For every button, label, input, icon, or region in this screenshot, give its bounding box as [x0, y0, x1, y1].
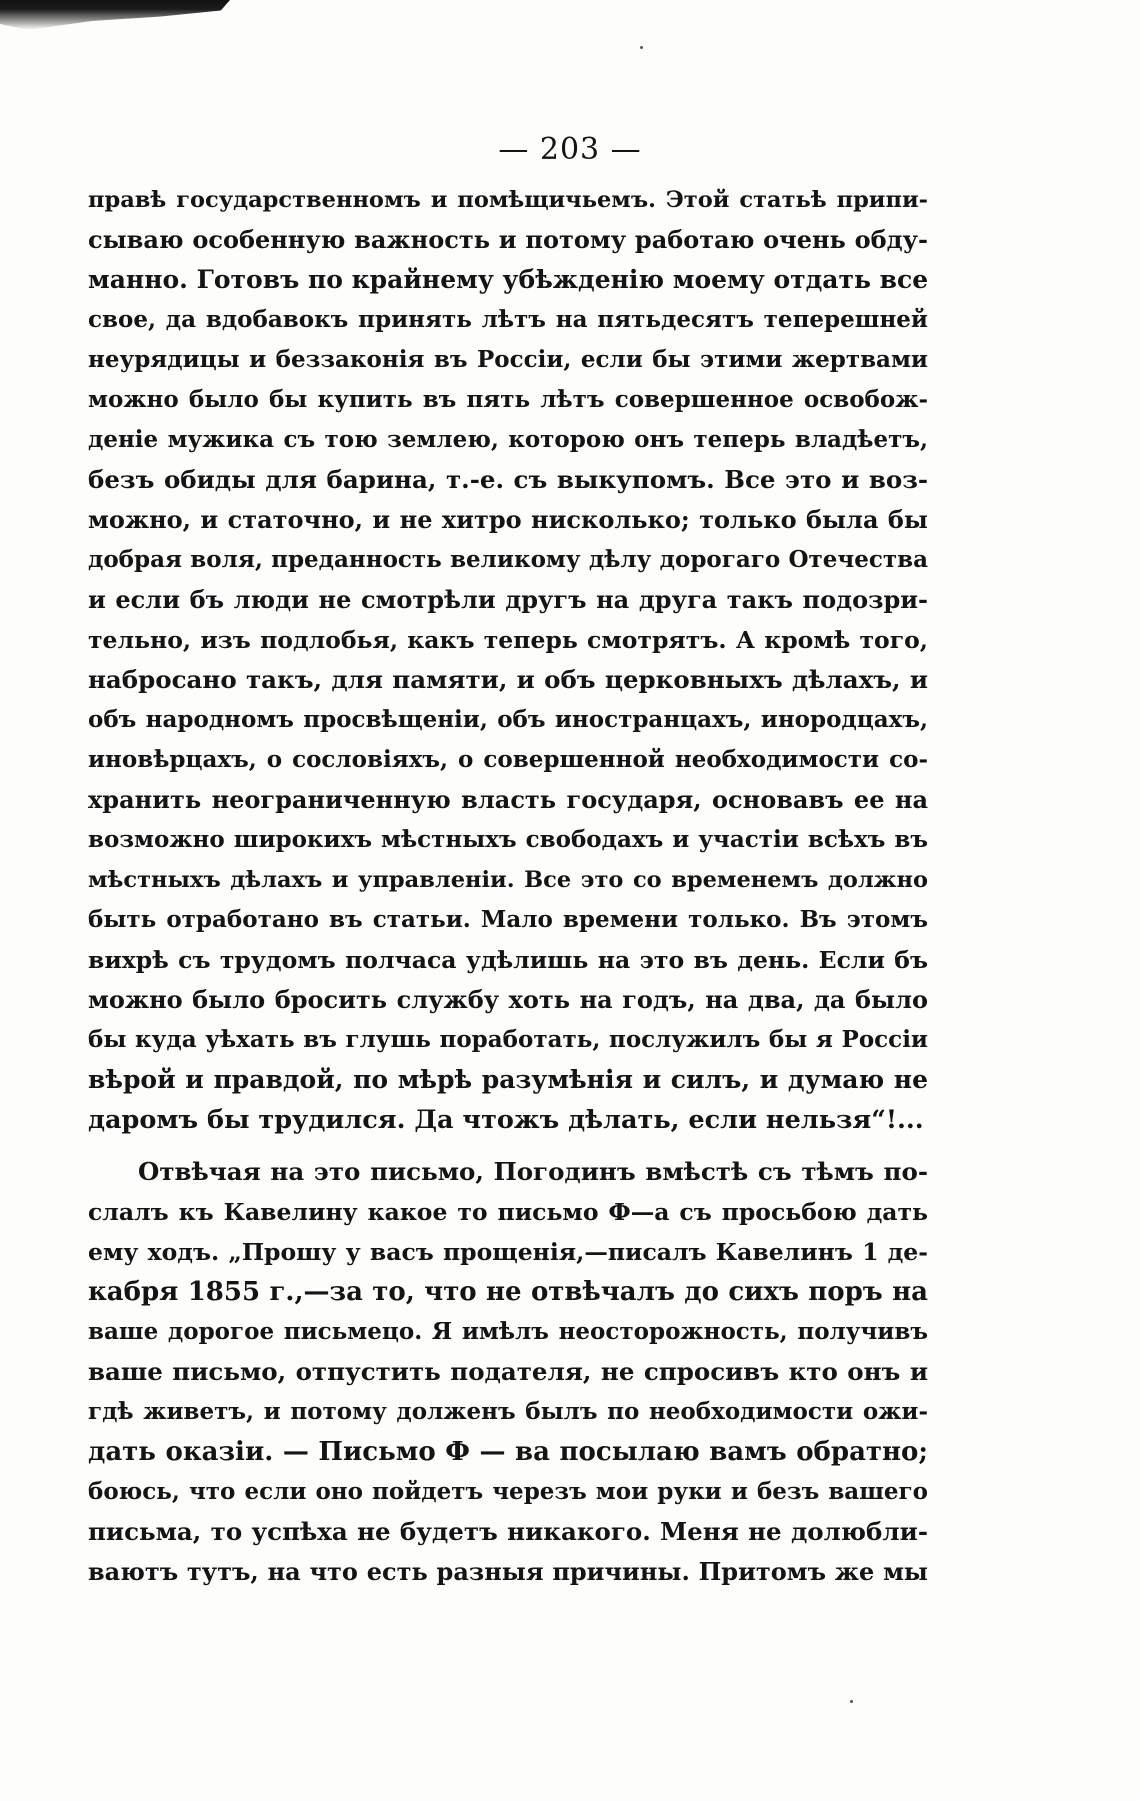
- text-line: бы куда уѣхать въ глушь поработать, послужилъ бы я Россіи: [88, 1026, 928, 1053]
- paragraph-gap: [88, 1140, 928, 1152]
- text-line: быть отработано въ статьи. Мало времени только. Въ этомъ: [88, 906, 928, 933]
- paragraph: [88, 1152, 928, 1592]
- text-line: иновѣрцахъ, о сословіяхъ, о совершенной необходимости со-: [88, 746, 928, 773]
- text-line: безъ обиды для барина, т.-е. съ выкупомъ. Все это и воз-: [88, 465, 928, 494]
- text-line: письма, то успѣха не будетъ никакого. Меня не долюбли-: [88, 1517, 928, 1546]
- page-number: — 203 —: [498, 132, 642, 167]
- ink-smudge: [0, 0, 230, 30]
- text-line: вихрѣ съ трудомъ полчаса удѣлишь на это въ день. Если бъ: [88, 946, 928, 974]
- text-line: ваше письмо, отпустить подателя, не спросивъ кто онъ и: [88, 1357, 928, 1386]
- text-line: деніе мужика съ тою землею, которою онъ теперь владѣетъ,: [88, 426, 928, 453]
- text-line: даромъ бы трудился. Да чтожъ дѣлать, если нельзя“!...: [88, 1105, 924, 1135]
- text-line: хранить неограниченную власть государя, основавъ ее на: [88, 785, 928, 814]
- text-line: слалъ къ Кавелину какое то письмо Ф—а съ просьбою дать: [88, 1198, 928, 1226]
- text-line: добрая воля, преданность великому дѣлу дорогаго Отечества: [88, 546, 928, 573]
- dust-speck: [850, 1700, 853, 1703]
- text-line: гдѣ живетъ, и потому долженъ былъ по необходимости ожи-: [88, 1398, 928, 1425]
- text-line: ваше дорогое письмецо. Я имѣлъ неосторожность, получивъ: [88, 1318, 928, 1345]
- text-line: неурядицы и беззаконія въ Россіи, если бы этими жертвами: [88, 346, 928, 373]
- body-text: [88, 180, 928, 1592]
- text-line: можно, и статочно, и не хитро нисколько; только была бы: [88, 505, 928, 534]
- text-line: сываю особенную важность и потому работаю очень обду-: [88, 225, 928, 254]
- text-line: можно было бы купить въ пять лѣтъ совершенное освобож-: [88, 386, 928, 413]
- text-line: набросано такъ, для памяти, и объ церковныхъ дѣлахъ, и: [88, 665, 928, 694]
- text-line: тельно, изъ подлобья, какъ теперь смотрятъ. А кромѣ того,: [88, 626, 928, 654]
- text-line: можно было бросить службу хоть на годъ, на два, да было: [88, 985, 928, 1014]
- text-line: дать оказіи. — Письмо Ф — ва посылаю вамъ обратно;: [88, 1437, 928, 1467]
- text-line: ему ходъ. „Прошу у васъ прощенія,—писалъ Кавелинъ 1 де-: [88, 1238, 928, 1266]
- text-line: боюсь, что если оно пойдетъ черезъ мои руки и безъ вашего: [88, 1478, 928, 1505]
- text-line: и если бъ люди не смотрѣли другъ на друга такъ подозри-: [88, 585, 928, 614]
- text-line: возможно широкихъ мѣстныхъ свободахъ и участіи всѣхъ въ: [88, 826, 928, 853]
- text-line: свое, да вдобавокъ принять лѣтъ на пятьдесятъ теперешней: [88, 306, 928, 333]
- dust-speck: [640, 46, 643, 49]
- text-line: кабря 1855 г.,—за то, что не отвѣчалъ до сихъ поръ на: [88, 1277, 928, 1307]
- text-line: ваютъ тутъ, на что есть разныя причины. Притомъ же мы: [88, 1557, 928, 1586]
- text-line: вѣрой и правдой, по мѣрѣ разумѣнія и силъ, и думаю не: [88, 1065, 928, 1094]
- text-line: манно. Готовъ по крайнему убѣжденію моему отдать все: [88, 265, 928, 294]
- text-line: правѣ государственномъ и помѣщичьемъ. Этой статьѣ припи-: [88, 187, 928, 213]
- text-line: объ народномъ просвѣщеніи, объ иностранцахъ, инородцахъ,: [88, 706, 928, 733]
- text-line: Отвѣчая на это письмо, Погодинъ вмѣстѣ съ тѣмъ по-: [138, 1157, 928, 1186]
- text-line: мѣстныхъ дѣлахъ и управленіи. Все это со временемъ должно: [88, 867, 928, 893]
- paragraph: [88, 180, 928, 1140]
